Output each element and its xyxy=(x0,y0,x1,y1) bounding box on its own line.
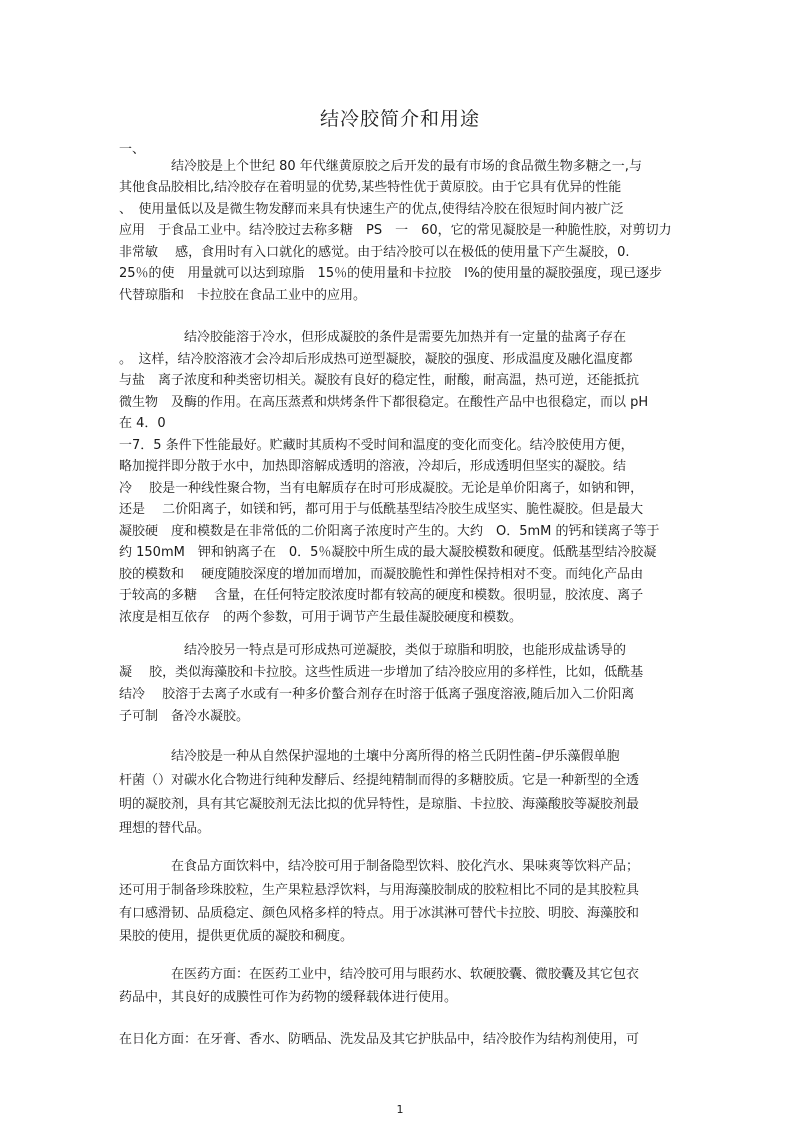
paragraph-line: 微生物 及酶的作用。在高压蒸煮和烘烤条件下都很稳定。在酸性产品中也很稳定，而以 pH xyxy=(119,395,649,410)
paragraph-line: 25％的使 用量就可以达到琼脂 15％的使用量和卡拉胶 l%的使用量的凝胶强度，现已逐步 xyxy=(119,266,663,281)
paragraph-line: 应用 于食品工业中。结冷胶过去称多糖 PS 一 60，它的常见凝胶是一种脆性胶，对剪切力 xyxy=(119,223,672,238)
paragraph-line: 一7．5 条件下性能最好。贮藏时其质构不受时间和温度的变化而变化。结冷胶使用方便， xyxy=(119,438,634,453)
page-number: 1 xyxy=(396,1103,404,1116)
paragraph-line: 结冷胶另一特点是可形成热可逆凝胶，类似于琼脂和明胶，也能形成盐诱导的 xyxy=(119,643,627,658)
paragraph-line: 明的凝胶剂，具有其它凝胶剂无法比拟的优异特性，是琼脂、卡拉胶、海藻酸胶等凝胶剂最 xyxy=(119,797,640,812)
paragraph-line: 略加搅拌即分散于水中，加热即溶解成透明的溶液，冷却后，形成透明但坚实的凝胶。结 xyxy=(119,459,627,474)
paragraph-line: 在 4．0 xyxy=(119,416,166,431)
paragraph-line: 、 使用量低以及是微生物发酵而来具有快速生产的优点,使得结冷胶在很短时间内被广泛 xyxy=(119,202,624,217)
paragraph-line: 于较高的多糖 含量，在任何特定胶浓度时都有较高的硬度和模数。很明显，胶浓度、离子 xyxy=(119,588,644,603)
paragraph-line: 非常敏 感，食用时有入口就化的感觉。由于结冷胶可以在极低的使用量下产生凝胶，0. xyxy=(119,245,630,260)
paragraph-line: 浓度是相互依存 的两个参数，可用于调节产生最佳凝胶硬度和模数。 xyxy=(119,610,523,625)
paragraph-line: 结冷胶是上个世纪 80 年代继黄原胶之后开发的最有市场的食品微生物多糖之一,与 xyxy=(119,159,642,174)
paragraph-line: 约 150mM 钾和钠离子在 0．5％凝胶中所生成的最大凝胶模数和硬度。低酰基型结冷胶凝 xyxy=(119,545,657,560)
paragraph-line: 结冷胶能溶于冷水，但形成凝胶的条件是需要先加热并有一定量的盐离子存在 xyxy=(119,330,627,345)
section-marker: 一、 xyxy=(119,142,146,157)
paragraph-line: 在食品方面饮料中，结冷胶可用于制备隐型饮料、胶化汽水、果味爽等饮料产品； xyxy=(119,859,640,874)
paragraph-line: 与盐 离子浓度和种类密切相关。凝胶有良好的稳定性，耐酸，耐高温，热可逆，还能抵抗 xyxy=(119,373,640,388)
paragraph-line: 其他食品胶相比,结冷胶存在着明显的优势,某些特性优于黄原胶。由于它具有优异的性能 xyxy=(119,180,622,195)
paragraph-line: 还是 二价阳离子，如镁和钙，都可用于与低酰基型结冷胶生成坚实、脆性凝胶。但是最大 xyxy=(119,502,644,517)
paragraph-line: 。 这样，结冷胶溶液才会冷却后形成热可逆型凝胶，凝胶的强度、形成温度及融化温度都 xyxy=(119,352,633,367)
paragraph-line: 结冷 胶溶于去离子水或有一种多价螯合剂存在时溶于低离子强度溶液,随后加入二价阳离 xyxy=(119,687,635,702)
paragraph-line: 代替琼脂和 卡拉胶在食品工业中的应用。 xyxy=(119,288,367,303)
paragraph-line: 药品中，其良好的成膜性可作为药物的缓释载体进行使用。 xyxy=(119,990,458,1005)
paragraph-line: 在日化方面：在牙膏、香水、防晒品、洗发品及其它护肤品中，结冷胶作为结构剂使用，可 xyxy=(119,1032,640,1047)
paragraph-line: 子可制 备冷水凝胶。 xyxy=(119,709,250,724)
paragraph-line: 有口感滑韧、品质稳定、颜色风格多样的特点。用于冰淇淋可替代卡拉胶、明胶、海藻胶和 xyxy=(119,906,640,921)
paragraph-line: 凝 胶，类似海藻胶和卡拉胶。这些性质进一步增加了结冷胶应用的多样性，比如，低酰基 xyxy=(119,665,644,680)
paragraph-line: 杆菌（）对碳水化合物进行纯种发酵后、经提纯精制而得的多糖胶质。它是一种新型的全透 xyxy=(119,773,640,788)
page-title: 结冷胶简介和用途 xyxy=(319,108,480,130)
paragraph-line: 胶的模数和 硬度随胶深度的增加而增加，而凝胶脆性和弹性保持相对不变。而纯化产品由 xyxy=(119,567,644,582)
paragraph-line: 凝胶硬 度和模数是在非常低的二价阳离子浓度时产生的。大约 O．5mM 的钙和镁离子等于 xyxy=(119,524,660,539)
paragraph-line: 还可用于制备珍珠胶粒，生产果粒悬浮饮料，与用海藻胶制成的胶粒相比不同的是其胶粒具 xyxy=(119,883,640,898)
paragraph-line: 理想的替代品。 xyxy=(119,821,211,836)
paragraph-line: 冷 胶是一种线性聚合物，当有电解质存在时可形成凝胶。无论是单价阳离子，如钠和钾， xyxy=(119,481,644,496)
paragraph-line: 在医药方面：在医药工业中，结冷胶可用与眼药水、软硬胶囊、微胶囊及其它包衣 xyxy=(119,967,640,982)
paragraph-line: 果胶的使用，提供更优质的凝胶和稠度。 xyxy=(119,929,354,944)
paragraph-line: 结冷胶是一种从自然保护湿地的土壤中分离所得的格兰氏阴性菌–伊乐藻假单胞 xyxy=(119,749,620,764)
